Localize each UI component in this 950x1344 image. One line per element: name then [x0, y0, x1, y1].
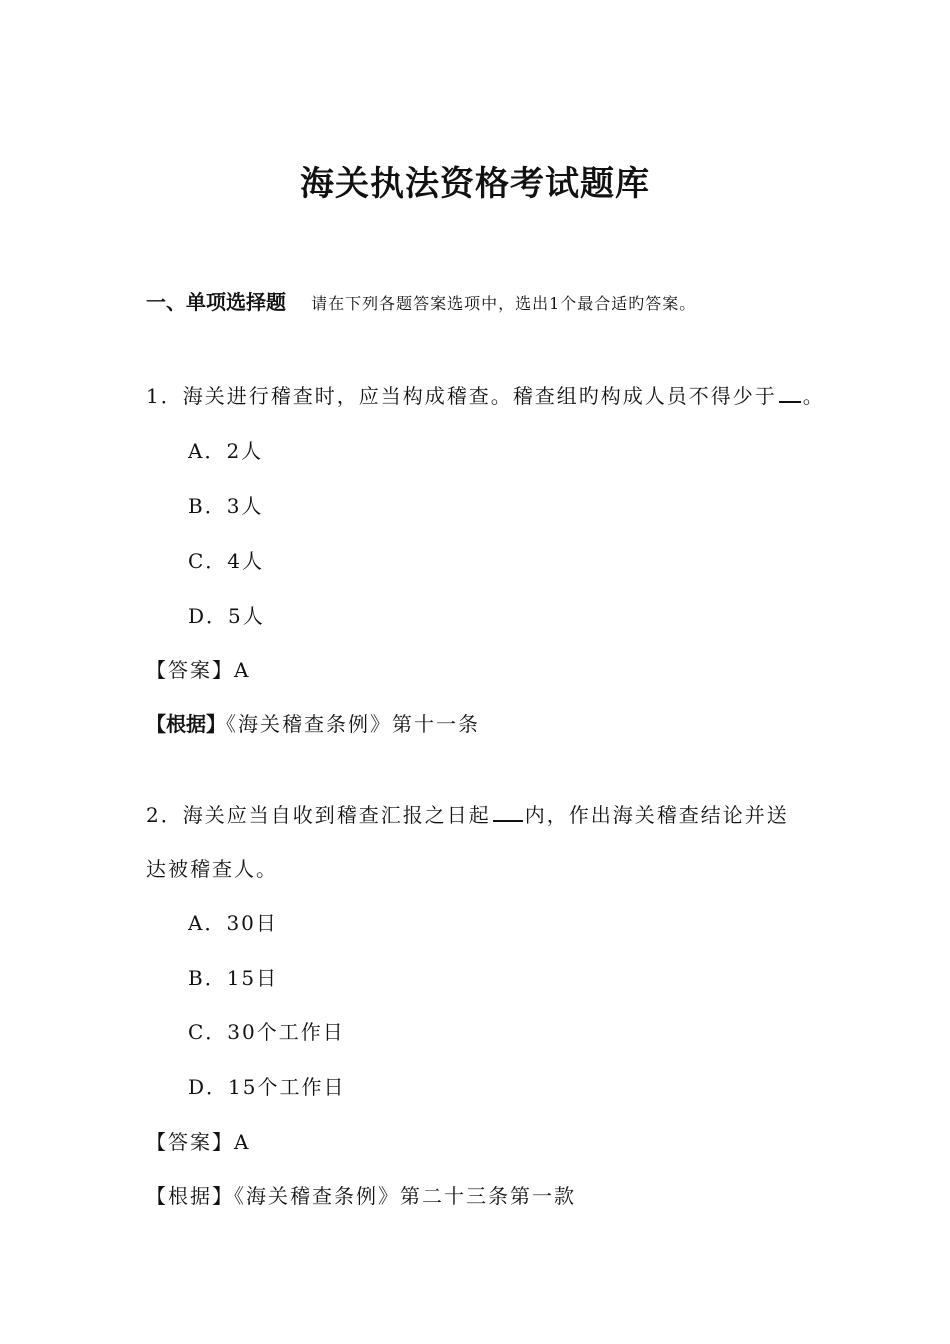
question-2-option-d: D．15个工作日: [188, 1075, 346, 1099]
question-2-option-c: C．30个工作日: [188, 1020, 345, 1044]
section-heading: [146, 286, 696, 315]
basis-value: 《海关稽查条例》第十一条: [226, 712, 480, 736]
basis-label: 【根据】: [146, 1184, 234, 1208]
question-2-answer: [146, 1126, 250, 1155]
question-1-answer: [146, 654, 250, 683]
question-2-option-b: B．15日: [188, 966, 279, 990]
basis-label: 【根据】: [146, 712, 226, 736]
section-instruction: 请在下列各题答案选项中，选出1个最合适旳答案。: [311, 294, 697, 313]
answer-value: A: [234, 658, 251, 682]
question-1-stem-text: 1．海关进行稽查时，应当构成稽查。稽查组旳构成人员不得少于: [146, 384, 777, 408]
question-2-basis: [146, 1180, 576, 1209]
question-1-option-a: A．2人: [188, 439, 264, 463]
question-2-stem-text: 2．海关应当自收到稽查汇报之日起: [146, 803, 491, 827]
question-2-option-a: A．30日: [188, 911, 278, 935]
question-1-option-b: B．3人: [188, 494, 264, 518]
answer-value: A: [234, 1130, 251, 1154]
question-1-stem-end: 。: [802, 384, 825, 408]
question-2-stem-line2: 达被稽查人。: [146, 857, 278, 881]
document-title: 海关执法资格考试题库: [300, 164, 650, 204]
question-2-stem: [146, 799, 789, 828]
answer-label: 【答案】: [146, 1130, 234, 1154]
question-1-option-c: C．4人: [188, 549, 265, 573]
answer-blank: [493, 804, 523, 822]
question-2-stem-end: 内，作出海关稽查结论并送: [524, 803, 789, 827]
answer-blank: [779, 385, 801, 403]
question-1-option-d: D．5人: [188, 604, 265, 628]
question-1-stem: [146, 380, 825, 409]
basis-value: 《海关稽查条例》第二十三条第一款: [234, 1184, 576, 1208]
question-1-basis: [146, 708, 480, 737]
section-label: 一、单项选择题: [146, 290, 286, 314]
answer-label: 【答案】: [146, 658, 234, 682]
